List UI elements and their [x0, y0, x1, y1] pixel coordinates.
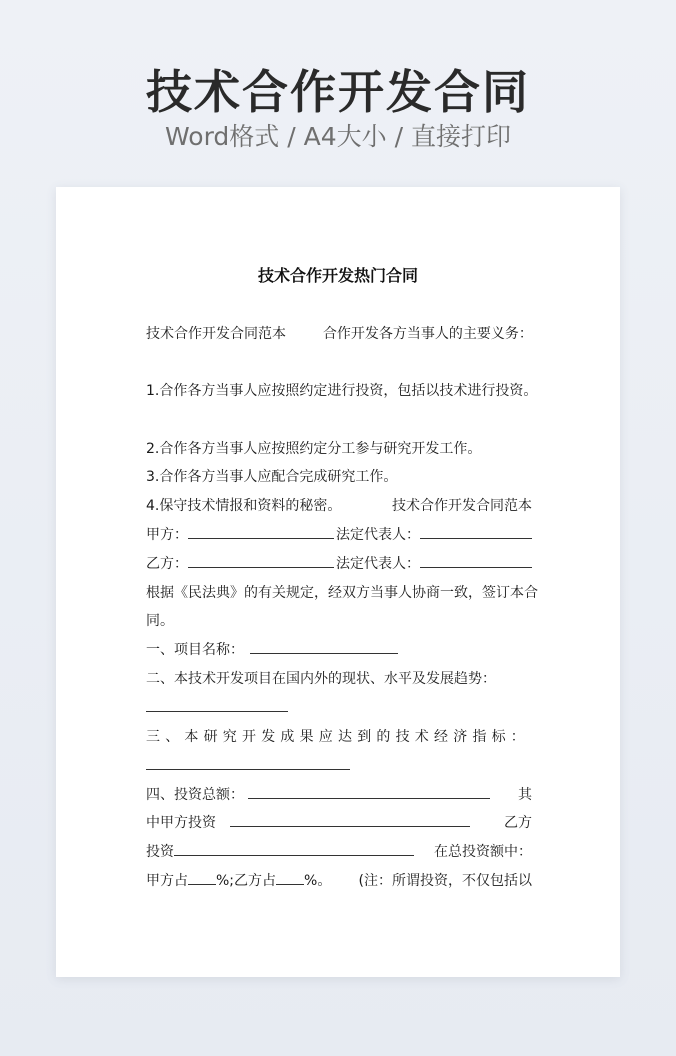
duty-4-right-text: 技术合作开发合同范本	[392, 498, 532, 514]
invest-a-blank[interactable]	[230, 812, 470, 827]
duty-4-line	[146, 495, 532, 517]
intro-line	[146, 323, 532, 345]
share-end: %。	[304, 873, 332, 889]
hero-title: 技术合作开发合同	[146, 65, 530, 119]
item-4-tail: 其	[518, 787, 532, 803]
party-b-rep	[336, 553, 532, 575]
duty-3: 3.合作各方当事人应配合完成研究工作。	[146, 469, 398, 485]
invest-b-line	[146, 841, 532, 863]
item-4-line	[146, 784, 532, 806]
project-name-blank[interactable]	[250, 639, 398, 654]
party-b-line	[146, 553, 532, 575]
share-line	[146, 870, 532, 892]
party-b-blank[interactable]	[188, 553, 334, 568]
party-a-rep-label: 法定代表人：	[336, 527, 420, 543]
item-3-blank[interactable]	[146, 755, 350, 770]
party-a-rep	[336, 524, 532, 546]
total-investment-blank[interactable]	[248, 784, 490, 799]
party-b-rep-blank[interactable]	[420, 553, 532, 568]
document-title: 技术合作开发热门合同	[257, 266, 418, 285]
duty-2: 2.合作各方当事人应按照约定分工参与研究开发工作。	[146, 441, 482, 457]
note-text: (注：所谓投资，不仅包括以	[358, 873, 532, 889]
party-a-label: 甲方：	[146, 527, 188, 543]
item-2-label: 二、本技术开发项目在国内外的现状、水平及发展趋势：	[146, 671, 496, 687]
party-a-line	[146, 524, 532, 546]
item-1-label: 一、项目名称：	[146, 642, 244, 658]
item-2-blank[interactable]	[146, 697, 288, 712]
invest-b-blank[interactable]	[174, 841, 414, 856]
invest-total-label: 在总投资额中：	[434, 844, 532, 860]
invest-a-line	[146, 812, 532, 834]
duty-1: 1.合作各方当事人应按照约定进行投资，包括以技术进行投资。	[146, 383, 538, 399]
intro-right-text: 合作开发各方当事人的主要义务：	[322, 326, 533, 342]
duty-4-text: 4.保守技术情报和资料的秘密。	[146, 498, 342, 514]
intro-left-text: 技术合作开发合同范本	[146, 326, 286, 342]
basis-line-1: 根据《民法典》的有关规定，经双方当事人协商一致，签订本合	[146, 585, 538, 601]
share-b-blank[interactable]	[276, 870, 304, 885]
hero-subtitle: Word格式 / A4大小 / 直接打印	[165, 122, 511, 151]
share-a-blank[interactable]	[188, 870, 216, 885]
share-a-label: 甲方占	[146, 873, 188, 889]
item-4-label: 四、投资总额：	[146, 787, 244, 803]
item-2-answer-line	[146, 697, 532, 719]
invest-b-tail: 乙方	[504, 815, 532, 831]
basis-line-2: 同。	[146, 613, 174, 629]
item-3-answer-line	[146, 755, 532, 777]
party-b-label: 乙方：	[146, 556, 188, 572]
item-3-label: 三、本研究开发成果应达到的技术经济指标：	[146, 729, 530, 745]
party-a-rep-blank[interactable]	[420, 524, 532, 539]
party-a-blank[interactable]	[188, 524, 334, 539]
invest-a-label: 中甲方投资	[146, 815, 216, 831]
item-1-line	[146, 639, 532, 661]
share-b-label: %;乙方占	[216, 873, 277, 889]
party-b-rep-label: 法定代表人：	[336, 556, 420, 572]
invest-b-label: 投资	[146, 844, 174, 860]
